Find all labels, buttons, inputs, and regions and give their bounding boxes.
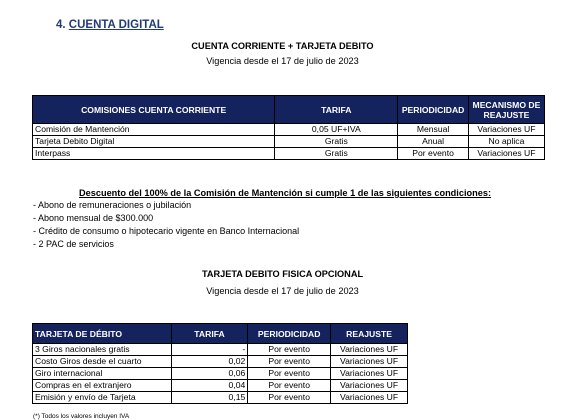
condition-item: - 2 PAC de servicios xyxy=(33,239,114,249)
cell-period: Por evento xyxy=(248,380,331,392)
optional-card-title: TARJETA DEBITO FISICA OPCIONAL xyxy=(201,269,364,279)
header-cell: TARJETA DE DÉBITO xyxy=(33,324,172,344)
optional-card-validity: Vigencia desde el 17 de julio de 2023 xyxy=(206,286,359,296)
cell-concept: Comisión de Mantención xyxy=(33,124,275,136)
section-heading xyxy=(56,19,164,31)
header-cell: PERIODICIDAD xyxy=(248,324,331,344)
header-cell: TARIFA xyxy=(171,324,248,344)
table-row xyxy=(33,124,545,136)
section-title: CUENTA DIGITAL xyxy=(68,19,164,31)
cell-rate: 0,06 xyxy=(171,368,248,380)
cell-concept: Emisión y envío de Tarjeta xyxy=(33,392,172,404)
cell-period: Mensual xyxy=(398,124,469,136)
cell-concept: Tarjeta Debito Digital xyxy=(33,136,275,148)
cell-adjust: Variaciones UF xyxy=(331,392,408,404)
cell-adjust: No aplica xyxy=(468,136,544,148)
cell-adjust: Variaciones UF xyxy=(468,148,544,160)
cell-period: Por evento xyxy=(248,392,331,404)
cell-period: Por evento xyxy=(248,356,331,368)
cell-concept: Costo Giros desde el cuarto xyxy=(33,356,172,368)
footnote: (*) Todos los valores incluyen IVA xyxy=(33,413,130,420)
cell-adjust: Variaciones UF xyxy=(331,368,408,380)
table-header-row xyxy=(33,96,545,124)
table-row xyxy=(33,148,545,160)
discount-title: Descuento del 100% de la Comisión de Mantención si cumple 1 de las siguientes condiciones: xyxy=(79,188,492,198)
table-row xyxy=(33,136,545,148)
header-cell: PERIODICIDAD xyxy=(398,96,469,124)
cell-rate: 0,02 xyxy=(171,356,248,368)
commissions-table xyxy=(32,95,545,160)
cell-rate: 0,04 xyxy=(171,380,248,392)
cell-rate: - xyxy=(171,344,248,356)
table-row xyxy=(33,380,408,392)
header-cell: MECANISMO DE REAJUSTE xyxy=(468,96,544,124)
cell-rate: Gratis xyxy=(275,148,398,160)
cell-adjust: Variaciones UF xyxy=(331,344,408,356)
cell-period: Por evento xyxy=(248,368,331,380)
table-row xyxy=(33,368,408,380)
table-row xyxy=(33,392,408,404)
cell-rate: 0,05 UF+IVA xyxy=(275,124,398,136)
product-title: CUENTA CORRIENTE + TARJETA DEBITO xyxy=(191,41,374,51)
condition-item: - Abono de remuneraciones o jubilación xyxy=(33,200,192,210)
cell-period: Por evento xyxy=(248,344,331,356)
cell-adjust: Variaciones UF xyxy=(331,356,408,368)
table-row xyxy=(33,344,408,356)
section-number: 4. xyxy=(56,19,66,31)
cell-period: Por evento xyxy=(398,148,469,160)
cell-rate: Gratis xyxy=(275,136,398,148)
cell-adjust: Variaciones UF xyxy=(331,380,408,392)
header-cell: REAJUSTE xyxy=(331,324,408,344)
cell-concept: 3 Giros nacionales gratis xyxy=(33,344,172,356)
table-row xyxy=(33,356,408,368)
cell-concept: Compras en el extranjero xyxy=(33,380,172,392)
condition-item: - Crédito de consumo o hipotecario vigente en Banco Internacional xyxy=(33,226,300,236)
header-cell: COMISIONES CUENTA CORRIENTE xyxy=(33,96,275,124)
debit-card-table xyxy=(32,323,408,404)
product-validity: Vigencia desde el 17 de julio de 2023 xyxy=(206,56,359,66)
header-cell: TARIFA xyxy=(275,96,398,124)
table-header-row xyxy=(33,324,408,344)
cell-adjust: Variaciones UF xyxy=(468,124,544,136)
cell-concept: Interpass xyxy=(33,148,275,160)
cell-concept: Giro internacional xyxy=(33,368,172,380)
cell-period: Anual xyxy=(398,136,469,148)
cell-rate: 0,15 xyxy=(171,392,248,404)
condition-item: - Abono mensual de $300.000 xyxy=(33,213,154,223)
